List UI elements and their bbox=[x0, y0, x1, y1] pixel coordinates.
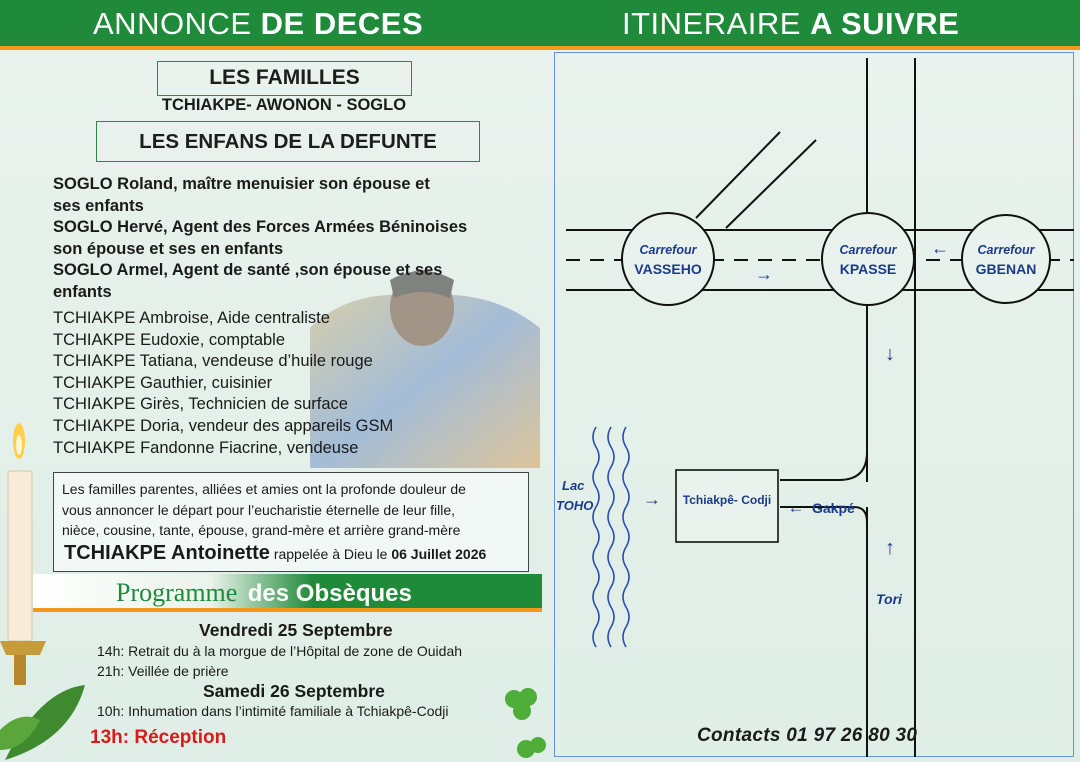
list-item: enfants bbox=[53, 282, 112, 301]
header-bar bbox=[0, 0, 1080, 50]
header-right-light: ITINERAIRE bbox=[622, 6, 801, 41]
header-right-bold: A SUIVRE bbox=[810, 6, 960, 41]
carrefour-vasseho-circle bbox=[622, 213, 714, 305]
families-names: TCHIAKPE- AWONON - SOGLO bbox=[161, 96, 407, 114]
list-item: SOGLO Roland, maître menuisier son épouse et bbox=[53, 175, 430, 193]
list-item: TCHIAKPE Girès, Technicien de surface bbox=[53, 395, 348, 414]
list-item: SOGLO Hervé, Agent des Forces Armées Béninoises bbox=[53, 218, 468, 237]
arrow-up-icon: ↑ bbox=[885, 537, 895, 559]
announcement-line: Les familles parentes, alliées et amies ont la profonde douleur de bbox=[62, 481, 466, 497]
list-item: ses enfants bbox=[53, 196, 144, 215]
header-left-bold: DE DECES bbox=[260, 6, 424, 41]
announcement-box bbox=[53, 472, 529, 572]
day2-item: 10h: Inhumation dans l’intimité familiale à Tchiakpê-Codji bbox=[97, 703, 449, 719]
gakpe-label: Gakpé bbox=[812, 500, 855, 516]
list-item: SOGLO Armel, Agent de santé ,son épouse et ses bbox=[53, 261, 443, 280]
tchiakpe-children-list bbox=[53, 308, 473, 459]
carrefour-label: Carrefour bbox=[839, 243, 897, 257]
carrefour-label: Carrefour bbox=[639, 243, 697, 257]
tori-label: Tori bbox=[876, 591, 902, 607]
arrow-down-icon: ↓ bbox=[885, 343, 895, 365]
arrow-right-icon: → bbox=[643, 489, 661, 509]
day1-heading: Vendredi 25 Septembre bbox=[199, 620, 393, 640]
reception-time: 13h: Réception bbox=[90, 727, 227, 748]
list-item: TCHIAKPE Ambroise, Aide centraliste bbox=[53, 309, 330, 327]
gbenan-label: GBENAN bbox=[975, 261, 1037, 277]
arrow-right-icon: → bbox=[755, 264, 773, 284]
header-left-light: ANNONCE bbox=[93, 6, 252, 41]
list-item: TCHIAKPE Tatiana, vendeuse d’huile rouge bbox=[53, 352, 373, 371]
header-left-title bbox=[93, 6, 423, 42]
programme-title-light: Programme bbox=[116, 578, 238, 607]
kpasse-label: KPASSE bbox=[839, 261, 897, 277]
programme-title bbox=[116, 578, 412, 608]
arrow-left-icon: ← bbox=[787, 498, 805, 517]
families-title: LES FAMILLES bbox=[209, 66, 360, 89]
itinerary-map bbox=[554, 52, 1074, 757]
list-item: TCHIAKPE Gauthier, cuisinier bbox=[53, 373, 273, 392]
list-item: son épouse et ses en enfants bbox=[53, 239, 284, 258]
leaves-decoration bbox=[0, 670, 90, 762]
toho-label: TOHO bbox=[556, 498, 594, 513]
clover-decoration bbox=[500, 685, 548, 762]
arrow-left-icon: ← bbox=[931, 238, 949, 258]
candle-illustration bbox=[0, 405, 60, 695]
announcement-line: vous annoncer le départ pour l’eucharistie éternelle de leur fille, bbox=[62, 501, 456, 518]
families-title-box bbox=[157, 61, 412, 96]
children-title-box bbox=[96, 121, 480, 162]
list-item: 21h: Veillée de prière bbox=[97, 663, 229, 679]
announcement-line: nièce, cousine, tante, épouse, grand-mère et arrière grand-mère bbox=[62, 522, 461, 539]
list-item: TCHIAKPE Fandonne Fiacrine, vendeuse bbox=[53, 438, 359, 457]
death-date: 06 Juillet 2026 bbox=[391, 545, 487, 562]
header-right-title bbox=[622, 6, 959, 42]
contacts-line: Contacts 01 97 26 80 30 bbox=[697, 725, 918, 746]
list-item: TCHIAKPE Eudoxie, comptable bbox=[53, 330, 286, 349]
deceased-line bbox=[62, 543, 520, 565]
destination-label: Tchiakpê- Codji bbox=[682, 493, 772, 507]
list-item: TCHIAKPE Doria, vendeur des appareils GSM bbox=[53, 416, 394, 435]
programme-title-bold: des Obsèques bbox=[247, 580, 412, 607]
vasseho-label: VASSEHO bbox=[634, 261, 702, 277]
deceased-name: TCHIAKPE Antoinette bbox=[64, 541, 270, 564]
carrefour-kpasse-circle bbox=[822, 213, 914, 305]
day1-items bbox=[97, 641, 462, 681]
lac-label: Lac bbox=[562, 478, 585, 493]
carrefour-gbenan-circle bbox=[962, 215, 1050, 303]
soglo-children-list bbox=[53, 174, 533, 304]
called-text: rappelée à Dieu le bbox=[273, 545, 388, 562]
children-title: LES ENFANS DE LA DEFUNTE bbox=[139, 130, 437, 153]
carrefour-label: Carrefour bbox=[977, 243, 1035, 257]
list-item: 14h: Retrait du à la morgue de l’Hôpital de zone de Ouidah bbox=[97, 643, 463, 659]
day2-heading: Samedi 26 Septembre bbox=[203, 681, 385, 701]
